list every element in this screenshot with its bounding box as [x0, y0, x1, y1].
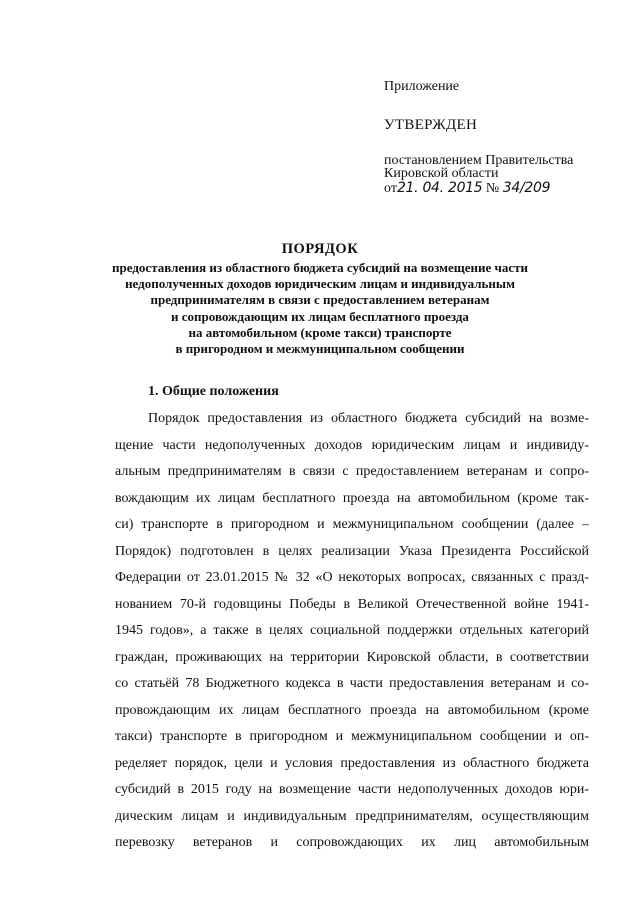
body-line: ределяет порядок, цели и условия предоставления из областного бюджета — [115, 755, 589, 771]
subtitle-line: предоставления из областного бюджета субсидий на возмещение части — [112, 260, 528, 275]
body-line: субсидий в 2015 году на возмещение части недополученных доходов юри- — [115, 782, 589, 797]
decree-date-line — [384, 180, 604, 197]
body-line: провождающим их лицам бесплатного проезда на автомобильном (кроме — [115, 702, 589, 718]
number-sign: № — [485, 181, 500, 196]
body-line: альным предпринимателям в связи с предоставлением ветеранам и сопро- — [115, 464, 589, 479]
date-prefix: от — [384, 181, 397, 196]
body-line: вождающим их лицам бесплатного проезда на автомобильном (кроме так- — [115, 490, 589, 506]
appendix-label: Приложение — [384, 79, 460, 94]
body-line: Федерации от 23.01.2015 № 32 «О некоторых вопросах, связанных с празд- — [115, 570, 589, 585]
body-line: нованием 70-й годовщины Победы в Великой Отечественной войне 1941- — [115, 596, 589, 612]
decree-reference — [384, 154, 604, 197]
body-line: такси) транспорте в пригородном и межмуниципальном сообщении и оп- — [115, 729, 589, 744]
body-line: граждан, проживающих на территории Кировской области, в соответствии — [115, 649, 589, 665]
subtitle-line: недополученных доходов юридическим лицам и индивидуальным — [125, 276, 515, 292]
handwritten-date: 21. 04. 2015 — [396, 180, 483, 196]
subtitle-line: в пригородном и межмуниципальном сообщении — [175, 341, 465, 357]
body-line: Порядок предоставления из областного бюджета субсидий на возме- — [148, 411, 589, 426]
decree-line-2: Кировской области — [384, 166, 499, 181]
body-line: щение части недополученных доходов юридическим лицам и индивиду- — [115, 437, 589, 453]
approved-stamp: УТВЕРЖДЕН — [384, 117, 478, 133]
body-line: со статьёй 78 Бюджетного кодекса в части предоставления ветеранам и со- — [115, 676, 589, 691]
body-line: Порядок) подготовлен в целях реализации Указа Президента Российской — [115, 543, 589, 559]
handwritten-number: 34/209 — [502, 180, 551, 196]
body-line: 1945 годов», а также в целях социальной поддержки отдельных категорий — [115, 623, 589, 638]
document-title: ПОРЯДОК — [281, 241, 359, 257]
body-line: си) транспорте в пригородном и межмуниципальном сообщении (далее – — [115, 517, 589, 532]
section-heading: 1. Общие положения — [148, 384, 279, 399]
subtitle-line: на автомобильном (кроме такси) транспорте — [188, 324, 452, 340]
subtitle-line: и сопровождающим их лицам бесплатного проезда — [171, 308, 469, 324]
body-line: дическим лицам и индивидуальным предпринимателям, осуществляющим — [115, 808, 589, 824]
decree-line-1: постановлением Правительства — [384, 153, 574, 168]
document-title-block — [110, 240, 530, 357]
subtitle-line: предпринимателям в связи с предоставлением ветеранам — [150, 292, 490, 308]
body-paragraph — [115, 406, 589, 857]
approval-block — [384, 78, 604, 197]
body-line: перевозку ветеранов и сопровождающих их лиц автомобильным — [115, 835, 589, 850]
